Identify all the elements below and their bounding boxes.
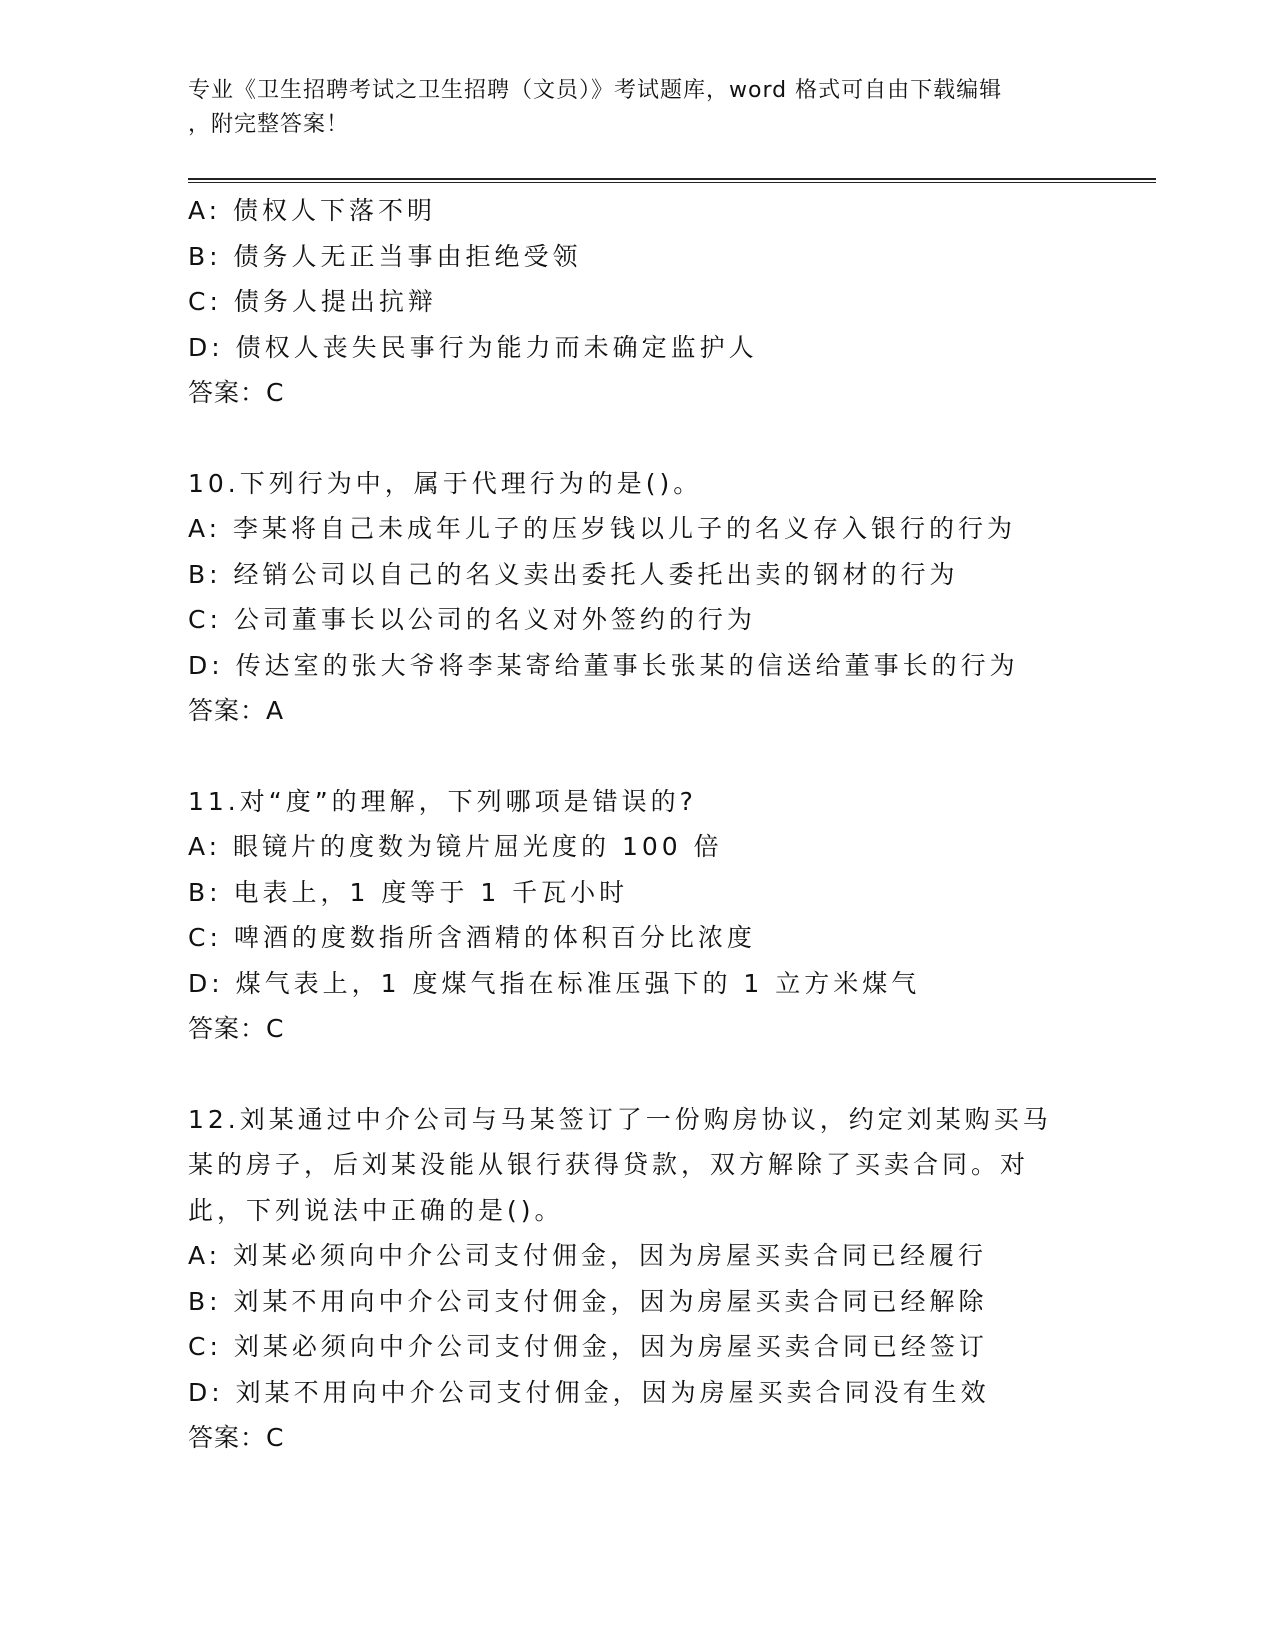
option-c: C: 啤酒的度数指所含酒精的体积百分比浓度	[188, 923, 756, 952]
question-stem: 11.对“度”的理解，下列哪项是错误的?	[188, 786, 697, 816]
option-b: B: 债务人无正当事由拒绝受领	[188, 241, 582, 271]
option-d: D: 债权人丧失民事行为能力而未确定监护人	[188, 332, 758, 362]
spacer	[188, 1052, 1156, 1097]
question-stem: 12.刘某通过中介公司与马某签订了一份购房协议，约定刘某购买马某的房子，后刘某没能从银行获得贷款，双方解除了买卖合同。对此，下列说法中正确的是()。	[188, 1104, 1052, 1225]
question-11	[188, 779, 1156, 1052]
answer-line: 答案：A	[188, 696, 285, 725]
spacer	[188, 734, 1156, 779]
option-a: A: 眼镜片的度数为镜片屈光度的 100 倍	[188, 832, 723, 861]
option-d: D: 传达室的张大爷将李某寄给董事长张某的信送给董事长的行为	[188, 650, 1019, 680]
option-d: D: 刘某不用向中介公司支付佣金，因为房屋买卖合同没有生效	[188, 1377, 990, 1407]
answer-line: 答案：C	[188, 1423, 285, 1452]
question-stem: 10.下列行为中，属于代理行为的是()。	[188, 468, 703, 498]
spacer	[188, 416, 1156, 461]
option-c: C: 刘某必须向中介公司支付佣金，因为房屋买卖合同已经签订	[188, 1332, 988, 1361]
option-a: A: 债权人下落不明	[188, 196, 437, 225]
document-page	[188, 0, 1158, 1650]
option-a: A: 李某将自己未成年儿子的压岁钱以儿子的名义存入银行的行为	[188, 514, 1017, 543]
question-9	[188, 188, 1156, 416]
answer-line: 答案：C	[188, 378, 285, 407]
header-divider	[188, 178, 1156, 183]
question-12	[188, 1097, 1156, 1461]
option-a: A: 刘某必须向中介公司支付佣金，因为房屋买卖合同已经履行	[188, 1241, 988, 1270]
question-list	[188, 188, 1156, 1461]
option-c: C: 债务人提出抗辩	[188, 287, 437, 316]
option-b: B: 经销公司以自己的名义卖出委托人委托出卖的钢材的行为	[188, 559, 959, 589]
document-header: 专业《卫生招聘考试之卫生招聘（文员）》考试题库，word 格式可自由下载编辑 ，附完整答案！	[188, 78, 1003, 137]
answer-line: 答案：C	[188, 1014, 285, 1043]
option-c: C: 公司董事长以公司的名义对外签约的行为	[188, 605, 756, 634]
option-d: D: 煤气表上，1 度煤气指在标准压强下的 1 立方米煤气	[188, 968, 921, 998]
option-b: B: 电表上，1 度等于 1 千瓦小时	[188, 877, 629, 907]
option-b: B: 刘某不用向中介公司支付佣金，因为房屋买卖合同已经解除	[188, 1286, 988, 1316]
question-10	[188, 461, 1156, 734]
